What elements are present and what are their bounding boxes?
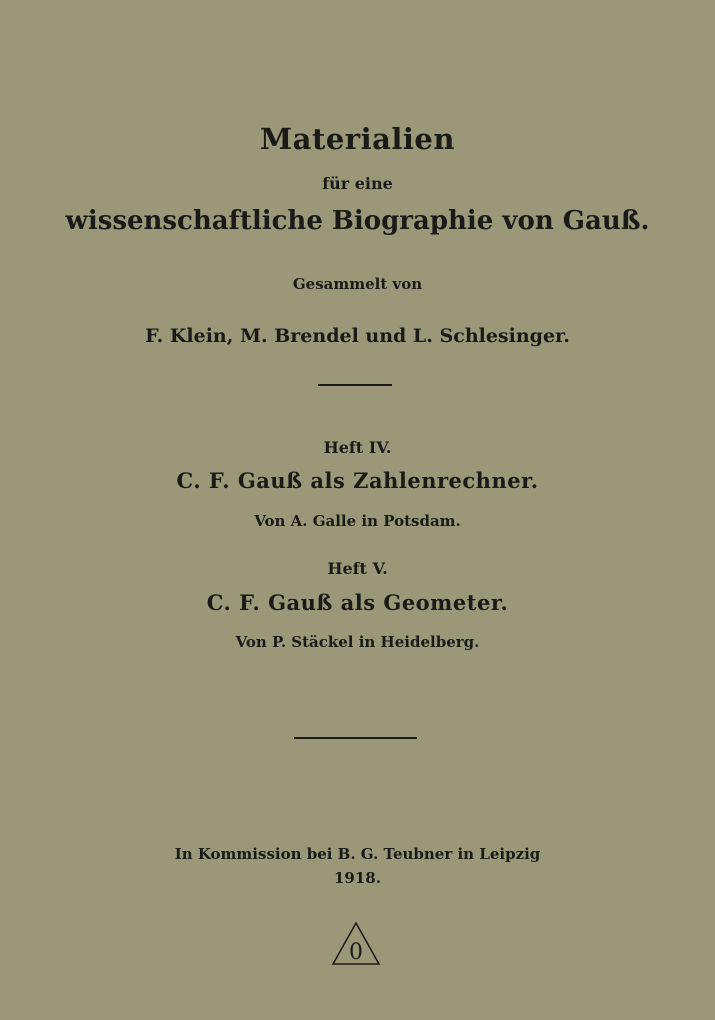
publication-year: 1918. [334, 869, 381, 887]
triangle-zero-logo-icon [331, 921, 381, 967]
book-main-title: wissenschaftliche Biographie von Gauß. [65, 206, 650, 236]
part-4-author: Von A. Galle in Potsdam. [254, 512, 461, 530]
divider-top [318, 384, 392, 386]
divider-bottom [294, 737, 417, 739]
part-4-heft: Heft IV. [323, 438, 392, 457]
book-title: Materialien [260, 122, 455, 156]
collected-by-label: Gesammelt von [292, 275, 423, 293]
editors: F. Klein, M. Brendel und L. Schlesinger. [145, 325, 570, 347]
part-5-author: Von P. Stäckel in Heidelberg. [235, 633, 480, 651]
logo-glyph: 0 [349, 940, 363, 965]
publisher: In Kommission bei B. G. Teubner in Leipzig [174, 845, 541, 863]
part-4-title: C. F. Gauß als Zahlenrechner. [176, 468, 539, 493]
part-5-title: C. F. Gauß als Geometer. [206, 590, 509, 615]
book-subtitle: für eine [322, 174, 393, 193]
part-5-heft: Heft V. [327, 559, 388, 578]
